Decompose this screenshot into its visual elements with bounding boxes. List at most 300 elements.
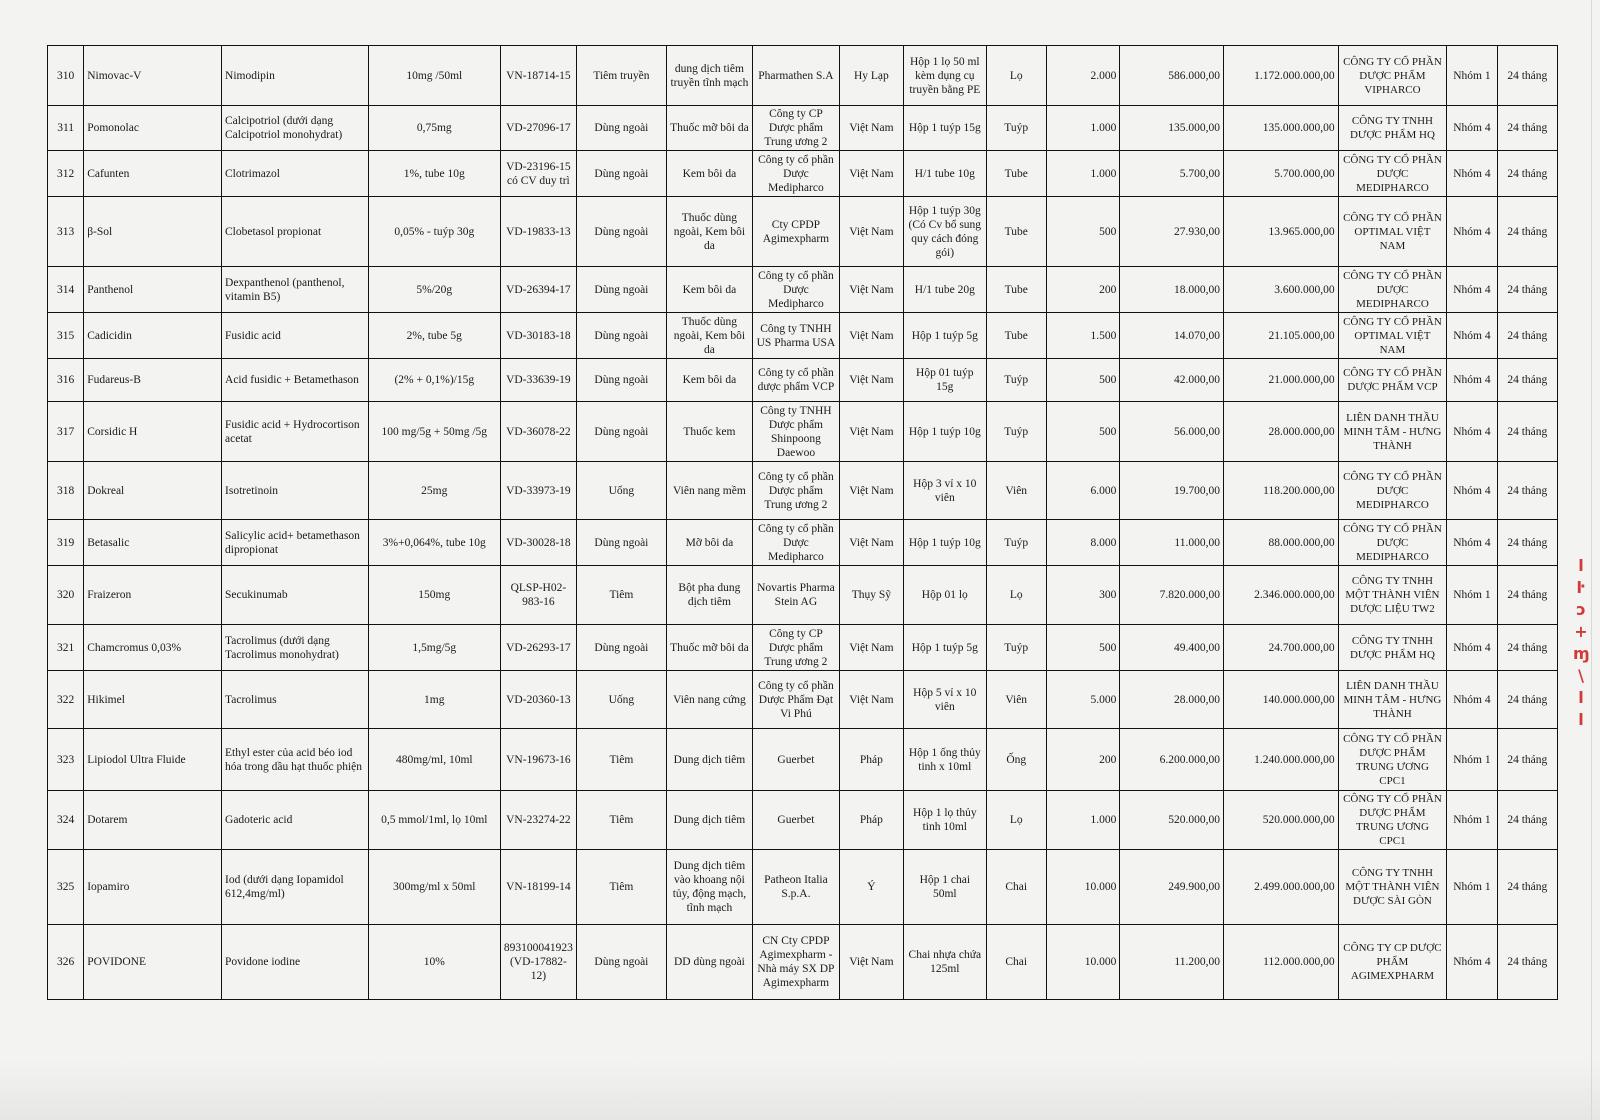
cell-mfr: Pharmathen S.A <box>753 46 840 106</box>
cell-country: Việt Nam <box>839 625 903 671</box>
cell-stt: 314 <box>48 267 84 313</box>
cell-form: Thuốc mỡ bôi da <box>666 106 753 151</box>
cell-stt: 325 <box>48 850 84 925</box>
cell-country: Việt Nam <box>839 313 903 359</box>
cell-form: Thuốc dùng ngoài, Kem bôi da <box>666 197 753 267</box>
cell-stt: 319 <box>48 520 84 566</box>
cell-form: Kem bôi da <box>666 151 753 197</box>
cell-pack: Chai nhựa chứa 125ml <box>904 925 986 1000</box>
cell-price: 18.000,00 <box>1120 267 1224 313</box>
cell-mfr: CN Cty CPDP Agimexpharm - Nhà máy SX DP Agimexpharm <box>753 925 840 1000</box>
cell-group: Nhóm 1 <box>1447 791 1497 850</box>
cell-active: Isotretinoin <box>222 462 369 520</box>
cell-reg: QLSP-H02-983-16 <box>500 566 576 625</box>
table-row <box>48 197 1558 267</box>
cell-stt: 322 <box>48 671 84 729</box>
cell-term: 24 tháng <box>1497 462 1557 520</box>
cell-name: Dotarem <box>84 791 222 850</box>
cell-route: Dùng ngoài <box>577 402 667 462</box>
cell-mfr: Công ty cổ phần Dược phẩm Trung ương 2 <box>753 462 840 520</box>
table-row <box>48 671 1558 729</box>
cell-bidder: CÔNG TY CỔ PHẦN DƯỢC MEDIPHARCO <box>1338 267 1447 313</box>
cell-total: 2.499.000.000,00 <box>1223 850 1338 925</box>
cell-pack: Hộp 1 tuýp 10g <box>904 402 986 462</box>
cell-conc: 1%, tube 10g <box>368 151 500 197</box>
cell-bidder: LIÊN DANH THẦU MINH TÂM - HƯNG THÀNH <box>1338 671 1447 729</box>
cell-total: 28.000.000,00 <box>1223 402 1338 462</box>
cell-country: Việt Nam <box>839 106 903 151</box>
cell-price: 27.930,00 <box>1120 197 1224 267</box>
cell-active: Salicylic acid+ betamethason dipropionat <box>222 520 369 566</box>
cell-stt: 324 <box>48 791 84 850</box>
cell-qty: 1.000 <box>1046 151 1119 197</box>
cell-conc: 10% <box>368 925 500 1000</box>
scan-shadow <box>0 1060 1600 1120</box>
cell-term: 24 tháng <box>1497 359 1557 402</box>
cell-mfr: Công ty cổ phần dược phẩm VCP <box>753 359 840 402</box>
cell-stt: 318 <box>48 462 84 520</box>
table-row <box>48 462 1558 520</box>
cell-route: Dùng ngoài <box>577 151 667 197</box>
cell-name: Nimovac-V <box>84 46 222 106</box>
cell-form: Thuốc kem <box>666 402 753 462</box>
cell-bidder: CÔNG TY TNHH MỘT THÀNH VIÊN DƯỢC SÀI GÒN <box>1338 850 1447 925</box>
cell-route: Dùng ngoài <box>577 520 667 566</box>
cell-mfr: Guerbet <box>753 729 840 791</box>
cell-qty: 1.000 <box>1046 791 1119 850</box>
cell-unit: Chai <box>986 925 1046 1000</box>
cell-active: Iod (dưới dạng Iopamidol 612,4mg/ml) <box>222 850 369 925</box>
cell-qty: 500 <box>1046 402 1119 462</box>
cell-total: 112.000.000,00 <box>1223 925 1338 1000</box>
cell-active: Tacrolimus (dưới dạng Tacrolimus monohydrat) <box>222 625 369 671</box>
cell-total: 3.600.000,00 <box>1223 267 1338 313</box>
cell-qty: 6.000 <box>1046 462 1119 520</box>
cell-term: 24 tháng <box>1497 520 1557 566</box>
cell-form: DD dùng ngoài <box>666 925 753 1000</box>
cell-conc: 300mg/ml x 50ml <box>368 850 500 925</box>
cell-route: Uống <box>577 462 667 520</box>
cell-term: 24 tháng <box>1497 729 1557 791</box>
cell-pack: Hộp 1 tuýp 30g (Có Cv bổ sung quy cách đóng gói) <box>904 197 986 267</box>
cell-pack: Hộp 1 chai 50ml <box>904 850 986 925</box>
cell-bidder: CÔNG TY CỔ PHẦN DƯỢC PHẨM VIPHARCO <box>1338 46 1447 106</box>
cell-reg: VD-26293-17 <box>500 625 576 671</box>
cell-conc: 10mg /50ml <box>368 46 500 106</box>
cell-conc: (2% + 0,1%)/15g <box>368 359 500 402</box>
cell-reg: VD-26394-17 <box>500 267 576 313</box>
cell-country: Việt Nam <box>839 402 903 462</box>
cell-route: Tiêm <box>577 791 667 850</box>
cell-bidder: CÔNG TY CỔ PHẦN OPTIMAL VIỆT NAM <box>1338 197 1447 267</box>
cell-unit: Viên <box>986 671 1046 729</box>
cell-term: 24 tháng <box>1497 267 1557 313</box>
cell-qty: 500 <box>1046 197 1119 267</box>
cell-route: Tiêm truyền <box>577 46 667 106</box>
cell-reg: VN-19673-16 <box>500 729 576 791</box>
cell-route: Tiêm <box>577 566 667 625</box>
cell-active: Dexpanthenol (panthenol, vitamin B5) <box>222 267 369 313</box>
cell-price: 249.900,00 <box>1120 850 1224 925</box>
cell-bidder: CÔNG TY CỔ PHẦN DƯỢC MEDIPHARCO <box>1338 462 1447 520</box>
cell-group: Nhóm 4 <box>1447 402 1497 462</box>
cell-bidder: CÔNG TY CỔ PHẦN OPTIMAL VIỆT NAM <box>1338 313 1447 359</box>
cell-country: Việt Nam <box>839 359 903 402</box>
cell-conc: 2%, tube 5g <box>368 313 500 359</box>
cell-price: 19.700,00 <box>1120 462 1224 520</box>
table-row <box>48 359 1558 402</box>
cell-stt: 312 <box>48 151 84 197</box>
cell-price: 14.070,00 <box>1120 313 1224 359</box>
cell-name: Panthenol <box>84 267 222 313</box>
cell-pack: Hộp 1 tuýp 5g <box>904 313 986 359</box>
cell-name: Lipiodol Ultra Fluide <box>84 729 222 791</box>
cell-pack: Hộp 1 tuýp 15g <box>904 106 986 151</box>
cell-total: 21.105.000,00 <box>1223 313 1338 359</box>
cell-mfr: Công ty cổ phần Dược Medipharco <box>753 151 840 197</box>
cell-unit: Chai <box>986 850 1046 925</box>
cell-route: Dùng ngoài <box>577 106 667 151</box>
cell-name: Fraizeron <box>84 566 222 625</box>
cell-conc: 480mg/ml, 10ml <box>368 729 500 791</box>
cell-group: Nhóm 4 <box>1447 625 1497 671</box>
cell-total: 2.346.000.000,00 <box>1223 566 1338 625</box>
cell-total: 5.700.000,00 <box>1223 151 1338 197</box>
cell-reg: VD-33973-19 <box>500 462 576 520</box>
cell-qty: 500 <box>1046 359 1119 402</box>
cell-conc: 25mg <box>368 462 500 520</box>
cell-active: Secukinumab <box>222 566 369 625</box>
cell-active: Gadoteric acid <box>222 791 369 850</box>
cell-group: Nhóm 4 <box>1447 106 1497 151</box>
table-row <box>48 267 1558 313</box>
table-row <box>48 925 1558 1000</box>
cell-pack: Hộp 01 tuýp 15g <box>904 359 986 402</box>
cell-name: Pomonolac <box>84 106 222 151</box>
cell-reg: VD-30028-18 <box>500 520 576 566</box>
table-row <box>48 46 1558 106</box>
table-row <box>48 625 1558 671</box>
cell-reg: VD-20360-13 <box>500 671 576 729</box>
cell-conc: 5%/20g <box>368 267 500 313</box>
cell-stt: 316 <box>48 359 84 402</box>
cell-qty: 200 <box>1046 729 1119 791</box>
cell-mfr: Công ty cổ phần Dược Phẩm Đạt Vi Phú <box>753 671 840 729</box>
cell-reg: VN-18714-15 <box>500 46 576 106</box>
cell-group: Nhóm 1 <box>1447 566 1497 625</box>
cell-group: Nhóm 4 <box>1447 671 1497 729</box>
cell-mfr: Novartis Pharma Stein AG <box>753 566 840 625</box>
cell-active: Clobetasol propionat <box>222 197 369 267</box>
cell-route: Uống <box>577 671 667 729</box>
cell-stt: 326 <box>48 925 84 1000</box>
cell-form: Viên nang cứng <box>666 671 753 729</box>
cell-term: 24 tháng <box>1497 566 1557 625</box>
cell-name: Fudareus-B <box>84 359 222 402</box>
cell-reg: VD-33639-19 <box>500 359 576 402</box>
cell-total: 21.000.000,00 <box>1223 359 1338 402</box>
cell-country: Hy Lạp <box>839 46 903 106</box>
cell-group: Nhóm 4 <box>1447 520 1497 566</box>
cell-total: 1.172.000.000,00 <box>1223 46 1338 106</box>
cell-stt: 317 <box>48 402 84 462</box>
cell-pack: H/1 tube 20g <box>904 267 986 313</box>
cell-pack: Hộp 1 lọ thủy tinh 10ml <box>904 791 986 850</box>
cell-bidder: CÔNG TY CỔ PHẦN DƯỢC MEDIPHARCO <box>1338 151 1447 197</box>
cell-price: 28.000,00 <box>1120 671 1224 729</box>
cell-mfr: Công ty TNHH Dược phẩm Shinpoong Daewoo <box>753 402 840 462</box>
cell-country: Ý <box>839 850 903 925</box>
cell-unit: Tube <box>986 313 1046 359</box>
cell-qty: 300 <box>1046 566 1119 625</box>
margin-stamp-marks: l ŀ ɔ + ɱ \ l l <box>1573 556 1590 729</box>
cell-price: 11.000,00 <box>1120 520 1224 566</box>
cell-route: Tiêm <box>577 850 667 925</box>
cell-price: 11.200,00 <box>1120 925 1224 1000</box>
cell-term: 24 tháng <box>1497 925 1557 1000</box>
table-row <box>48 566 1558 625</box>
cell-country: Việt Nam <box>839 151 903 197</box>
cell-conc: 150mg <box>368 566 500 625</box>
cell-name: Cafunten <box>84 151 222 197</box>
cell-stt: 310 <box>48 46 84 106</box>
cell-price: 56.000,00 <box>1120 402 1224 462</box>
cell-route: Dùng ngoài <box>577 197 667 267</box>
cell-price: 7.820.000,00 <box>1120 566 1224 625</box>
cell-active: Calcipotriol (dưới dạng Calcipotriol monohydrat) <box>222 106 369 151</box>
table-row <box>48 151 1558 197</box>
drug-table <box>47 45 1558 1000</box>
cell-form: Dung dịch tiêm vào khoang nội tủy, động mạch, tĩnh mạch <box>666 850 753 925</box>
cell-term: 24 tháng <box>1497 671 1557 729</box>
cell-form: Dung dịch tiêm <box>666 791 753 850</box>
cell-country: Việt Nam <box>839 520 903 566</box>
cell-bidder: CÔNG TY TNHH DƯỢC PHẨM HQ <box>1338 106 1447 151</box>
cell-name: Betasalic <box>84 520 222 566</box>
cell-qty: 200 <box>1046 267 1119 313</box>
cell-unit: Tuýp <box>986 402 1046 462</box>
cell-bidder: CÔNG TY TNHH MỘT THÀNH VIÊN DƯỢC LIỆU TW2 <box>1338 566 1447 625</box>
cell-qty: 1.000 <box>1046 106 1119 151</box>
cell-route: Tiêm <box>577 729 667 791</box>
cell-conc: 1mg <box>368 671 500 729</box>
cell-unit: Tuýp <box>986 106 1046 151</box>
cell-conc: 3%+0,064%, tube 10g <box>368 520 500 566</box>
cell-pack: Hộp 01 lọ <box>904 566 986 625</box>
cell-bidder: CÔNG TY CỔ PHẦN DƯỢC PHẨM TRUNG ƯƠNG CPC1 <box>1338 791 1447 850</box>
cell-unit: Tuýp <box>986 625 1046 671</box>
cell-unit: Tube <box>986 197 1046 267</box>
cell-form: Thuốc dùng ngoài, Kem bôi da <box>666 313 753 359</box>
table-row <box>48 313 1558 359</box>
cell-reg: VN-18199-14 <box>500 850 576 925</box>
table-row <box>48 106 1558 151</box>
cell-reg: VD-23196-15 có CV duy trì <box>500 151 576 197</box>
cell-bidder: CÔNG TY CỔ PHẦN DƯỢC MEDIPHARCO <box>1338 520 1447 566</box>
cell-active: Fusidic acid <box>222 313 369 359</box>
cell-name: Chamcromus 0,03% <box>84 625 222 671</box>
cell-bidder: CÔNG TY TNHH DƯỢC PHẨM HQ <box>1338 625 1447 671</box>
cell-total: 520.000.000,00 <box>1223 791 1338 850</box>
cell-unit: Tube <box>986 151 1046 197</box>
page-edge <box>1591 0 1592 1120</box>
cell-form: Dung dịch tiêm <box>666 729 753 791</box>
table-row <box>48 791 1558 850</box>
cell-bidder: CÔNG TY CỔ PHẦN DƯỢC PHẨM TRUNG ƯƠNG CPC1 <box>1338 729 1447 791</box>
cell-route: Dùng ngoài <box>577 925 667 1000</box>
cell-stt: 320 <box>48 566 84 625</box>
cell-price: 5.700,00 <box>1120 151 1224 197</box>
cell-qty: 5.000 <box>1046 671 1119 729</box>
cell-name: Cadicidin <box>84 313 222 359</box>
cell-active: Nimodipin <box>222 46 369 106</box>
cell-pack: H/1 tube 10g <box>904 151 986 197</box>
cell-total: 118.200.000,00 <box>1223 462 1338 520</box>
cell-country: Thụy Sỹ <box>839 566 903 625</box>
cell-route: Dùng ngoài <box>577 359 667 402</box>
cell-route: Dùng ngoài <box>577 267 667 313</box>
cell-stt: 323 <box>48 729 84 791</box>
cell-group: Nhóm 4 <box>1447 462 1497 520</box>
cell-country: Việt Nam <box>839 671 903 729</box>
cell-country: Việt Nam <box>839 197 903 267</box>
cell-reg: VD-19833-13 <box>500 197 576 267</box>
cell-unit: Lọ <box>986 566 1046 625</box>
cell-name: Dokreal <box>84 462 222 520</box>
cell-qty: 500 <box>1046 625 1119 671</box>
cell-unit: Tuýp <box>986 359 1046 402</box>
cell-conc: 0,75mg <box>368 106 500 151</box>
cell-group: Nhóm 1 <box>1447 729 1497 791</box>
cell-term: 24 tháng <box>1497 402 1557 462</box>
cell-qty: 2.000 <box>1046 46 1119 106</box>
cell-qty: 8.000 <box>1046 520 1119 566</box>
cell-group: Nhóm 4 <box>1447 151 1497 197</box>
cell-mfr: Patheon Italia S.p.A. <box>753 850 840 925</box>
cell-form: Thuốc mỡ bôi da <box>666 625 753 671</box>
cell-conc: 100 mg/5g + 50mg /5g <box>368 402 500 462</box>
cell-reg: 893100041923 (VD-17882-12) <box>500 925 576 1000</box>
cell-country: Pháp <box>839 729 903 791</box>
cell-group: Nhóm 4 <box>1447 925 1497 1000</box>
cell-price: 520.000,00 <box>1120 791 1224 850</box>
cell-form: Kem bôi da <box>666 359 753 402</box>
cell-name: β-Sol <box>84 197 222 267</box>
cell-bidder: CÔNG TY CỔ PHẦN DƯỢC PHẨM VCP <box>1338 359 1447 402</box>
cell-active: Fusidic acid + Hydrocortison acetat <box>222 402 369 462</box>
cell-price: 135.000,00 <box>1120 106 1224 151</box>
cell-form: Kem bôi da <box>666 267 753 313</box>
cell-term: 24 tháng <box>1497 313 1557 359</box>
cell-country: Việt Nam <box>839 462 903 520</box>
cell-price: 586.000,00 <box>1120 46 1224 106</box>
cell-active: Clotrimazol <box>222 151 369 197</box>
table-row <box>48 402 1558 462</box>
cell-group: Nhóm 4 <box>1447 267 1497 313</box>
cell-mfr: Cty CPDP Agimexpharm <box>753 197 840 267</box>
cell-reg: VN-23274-22 <box>500 791 576 850</box>
cell-stt: 311 <box>48 106 84 151</box>
cell-reg: VD-27096-17 <box>500 106 576 151</box>
cell-pack: Hộp 1 ống thủy tinh x 10ml <box>904 729 986 791</box>
cell-term: 24 tháng <box>1497 850 1557 925</box>
cell-route: Dùng ngoài <box>577 313 667 359</box>
cell-mfr: Công ty TNHH US Pharma USA <box>753 313 840 359</box>
cell-conc: 1,5mg/5g <box>368 625 500 671</box>
cell-pack: Hộp 3 vỉ x 10 viên <box>904 462 986 520</box>
cell-qty: 10.000 <box>1046 850 1119 925</box>
cell-country: Việt Nam <box>839 925 903 1000</box>
cell-unit: Tube <box>986 267 1046 313</box>
cell-qty: 1.500 <box>1046 313 1119 359</box>
cell-unit: Lọ <box>986 791 1046 850</box>
cell-mfr: Công ty CP Dược phẩm Trung ương 2 <box>753 106 840 151</box>
cell-group: Nhóm 4 <box>1447 313 1497 359</box>
cell-qty: 10.000 <box>1046 925 1119 1000</box>
cell-mfr: Guerbet <box>753 791 840 850</box>
cell-bidder: LIÊN DANH THẦU MINH TÂM - HƯNG THÀNH <box>1338 402 1447 462</box>
cell-form: Mỡ bôi da <box>666 520 753 566</box>
cell-active: Povidone iodine <box>222 925 369 1000</box>
cell-conc: 0,05% - tuýp 30g <box>368 197 500 267</box>
cell-term: 24 tháng <box>1497 625 1557 671</box>
cell-name: Hikimel <box>84 671 222 729</box>
cell-total: 1.240.000.000,00 <box>1223 729 1338 791</box>
cell-active: Ethyl ester của acid béo iod hóa trong dầu hạt thuốc phiện <box>222 729 369 791</box>
cell-total: 88.000.000,00 <box>1223 520 1338 566</box>
cell-route: Dùng ngoài <box>577 625 667 671</box>
cell-reg: VD-36078-22 <box>500 402 576 462</box>
cell-active: Tacrolimus <box>222 671 369 729</box>
cell-total: 13.965.000,00 <box>1223 197 1338 267</box>
cell-term: 24 tháng <box>1497 151 1557 197</box>
cell-bidder: CÔNG TY CP DƯỢC PHẨM AGIMEXPHARM <box>1338 925 1447 1000</box>
table-row <box>48 850 1558 925</box>
cell-pack: Hộp 1 tuýp 10g <box>904 520 986 566</box>
cell-price: 6.200.000,00 <box>1120 729 1224 791</box>
cell-group: Nhóm 4 <box>1447 359 1497 402</box>
cell-price: 49.400,00 <box>1120 625 1224 671</box>
cell-group: Nhóm 4 <box>1447 197 1497 267</box>
cell-country: Việt Nam <box>839 267 903 313</box>
cell-pack: Hộp 1 lọ 50 ml kèm dụng cụ truyền bằng PE <box>904 46 986 106</box>
cell-form: Bột pha dung dịch tiêm <box>666 566 753 625</box>
cell-active: Acid fusidic + Betamethason <box>222 359 369 402</box>
cell-stt: 313 <box>48 197 84 267</box>
cell-pack: Hộp 1 tuýp 5g <box>904 625 986 671</box>
cell-mfr: Công ty cổ phần Dược Medipharco <box>753 267 840 313</box>
cell-mfr: Công ty CP Dược phẩm Trung ương 2 <box>753 625 840 671</box>
cell-stt: 321 <box>48 625 84 671</box>
table-row <box>48 520 1558 566</box>
cell-conc: 0,5 mmol/1ml, lọ 10ml <box>368 791 500 850</box>
cell-name: POVIDONE <box>84 925 222 1000</box>
cell-group: Nhóm 1 <box>1447 46 1497 106</box>
table-row <box>48 729 1558 791</box>
cell-price: 42.000,00 <box>1120 359 1224 402</box>
cell-group: Nhóm 1 <box>1447 850 1497 925</box>
cell-form: Viên nang mềm <box>666 462 753 520</box>
cell-term: 24 tháng <box>1497 197 1557 267</box>
cell-unit: Viên <box>986 462 1046 520</box>
cell-form: dung dịch tiêm truyền tĩnh mạch <box>666 46 753 106</box>
cell-name: Corsidic H <box>84 402 222 462</box>
cell-mfr: Công ty cổ phần Dược Medipharco <box>753 520 840 566</box>
cell-pack: Hộp 5 vỉ x 10 viên <box>904 671 986 729</box>
cell-unit: Ống <box>986 729 1046 791</box>
cell-term: 24 tháng <box>1497 791 1557 850</box>
cell-total: 140.000.000,00 <box>1223 671 1338 729</box>
